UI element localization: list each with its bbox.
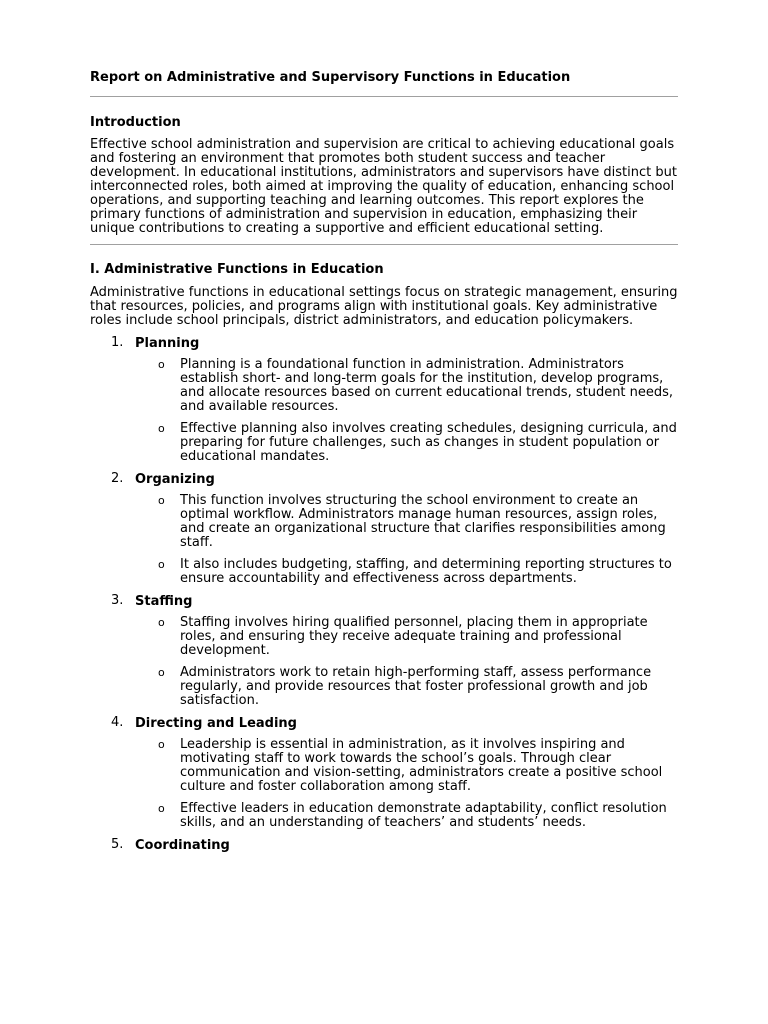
bullet-marker: o bbox=[158, 358, 165, 371]
bullet-text: It also includes budgeting, staffing, and determining reporting structures to ensure accountability and effectiveness across departments. bbox=[180, 557, 672, 586]
bullet-text: Effective planning also involves creating schedules, designing curricula, and preparing for future challenges, such as changes in student population or educational mandates. bbox=[180, 421, 677, 464]
sub-bullet bbox=[135, 494, 678, 550]
administrative-functions-section bbox=[90, 263, 678, 854]
title-divider bbox=[90, 96, 678, 97]
list-item-title: Staffing bbox=[135, 594, 193, 609]
sub-bullet bbox=[135, 738, 678, 794]
list-number: 4. bbox=[111, 715, 124, 730]
list-item-planning bbox=[90, 336, 678, 464]
introduction-section bbox=[90, 115, 678, 236]
sub-bullet bbox=[135, 802, 678, 830]
sub-bullet-list bbox=[135, 616, 678, 708]
bullet-text: Administrators work to retain high-performing staff, assess performance regularly, and provide resources that foster professional growth and job satisfaction. bbox=[180, 665, 652, 708]
functions-list bbox=[90, 336, 678, 854]
list-number: 2. bbox=[111, 471, 124, 486]
bullet-text: Planning is a foundational function in administration. Administrators establish short- and long-term goals for the institution, develop programs, and allocate resources based on current educational trends, student needs, and available resources. bbox=[180, 357, 674, 414]
sub-bullet bbox=[135, 616, 678, 658]
bullet-marker: o bbox=[158, 738, 165, 751]
list-item-title: Planning bbox=[135, 336, 200, 351]
sub-bullet bbox=[135, 358, 678, 414]
document-title: Report on Administrative and Supervisory Functions in Education bbox=[90, 70, 571, 85]
list-item-coordinating bbox=[90, 838, 678, 854]
list-item-directing-and-leading bbox=[90, 716, 678, 830]
list-item-title: Organizing bbox=[135, 472, 215, 487]
sub-bullet bbox=[135, 666, 678, 708]
list-number: 1. bbox=[111, 335, 124, 350]
list-number: 5. bbox=[111, 837, 124, 852]
list-number: 3. bbox=[111, 593, 124, 608]
bullet-text: Staffing involves hiring qualified personnel, placing them in appropriate roles, and ensuring they receive adequate training and professional development. bbox=[180, 615, 648, 658]
list-item-title: Directing and Leading bbox=[135, 716, 297, 731]
list-item-title: Coordinating bbox=[135, 838, 230, 853]
bullet-marker: o bbox=[158, 802, 165, 815]
bullet-marker: o bbox=[158, 616, 165, 629]
list-item-organizing bbox=[90, 472, 678, 586]
sub-bullet-list bbox=[135, 358, 678, 464]
list-item-staffing bbox=[90, 594, 678, 708]
section-heading: I. Administrative Functions in Education bbox=[90, 262, 384, 277]
bullet-text: Leadership is essential in administration, as it involves inspiring and motivating staff to work towards the school’s goals. Through clear communication and vision-setting, administrators create a positive school culture and foster collaboration among staff. bbox=[180, 737, 663, 794]
bullet-marker: o bbox=[158, 558, 165, 571]
introduction-heading: Introduction bbox=[90, 115, 181, 130]
bullet-text: This function involves structuring the school environment to create an optimal workflow. Administrators manage human resources, assign roles, and create an organizational structure that clarifies responsibilities among staff. bbox=[180, 493, 666, 550]
sub-bullet bbox=[135, 558, 678, 586]
sub-bullet bbox=[135, 422, 678, 464]
section-paragraph: Administrative functions in educational settings focus on strategic management, ensuring that resources, policies, and programs align with institutional goals. Key administrative roles include school principals, district administrators, and education policymakers. bbox=[90, 285, 678, 328]
bullet-marker: o bbox=[158, 666, 165, 679]
bullet-text: Effective leaders in education demonstrate adaptability, conflict resolution skills, and an understanding of teachers’ and students’ needs. bbox=[180, 801, 667, 830]
introduction-divider bbox=[90, 244, 678, 245]
bullet-marker: o bbox=[158, 422, 165, 435]
bullet-marker: o bbox=[158, 494, 165, 507]
introduction-paragraph: Effective school administration and supervision are critical to achieving educational goals and fostering an environment that promotes both student success and teacher development. In educational institutions, administrators and supervisors have distinct but interconnected roles, both aimed at improving the quality of education, enhancing school operations, and supporting teaching and learning outcomes. This report explores the primary functions of administration and supervision in education, emphasizing their unique contributions to creating a supportive and efficient educational setting. bbox=[90, 137, 677, 236]
sub-bullet-list bbox=[135, 738, 678, 830]
sub-bullet-list bbox=[135, 494, 678, 586]
